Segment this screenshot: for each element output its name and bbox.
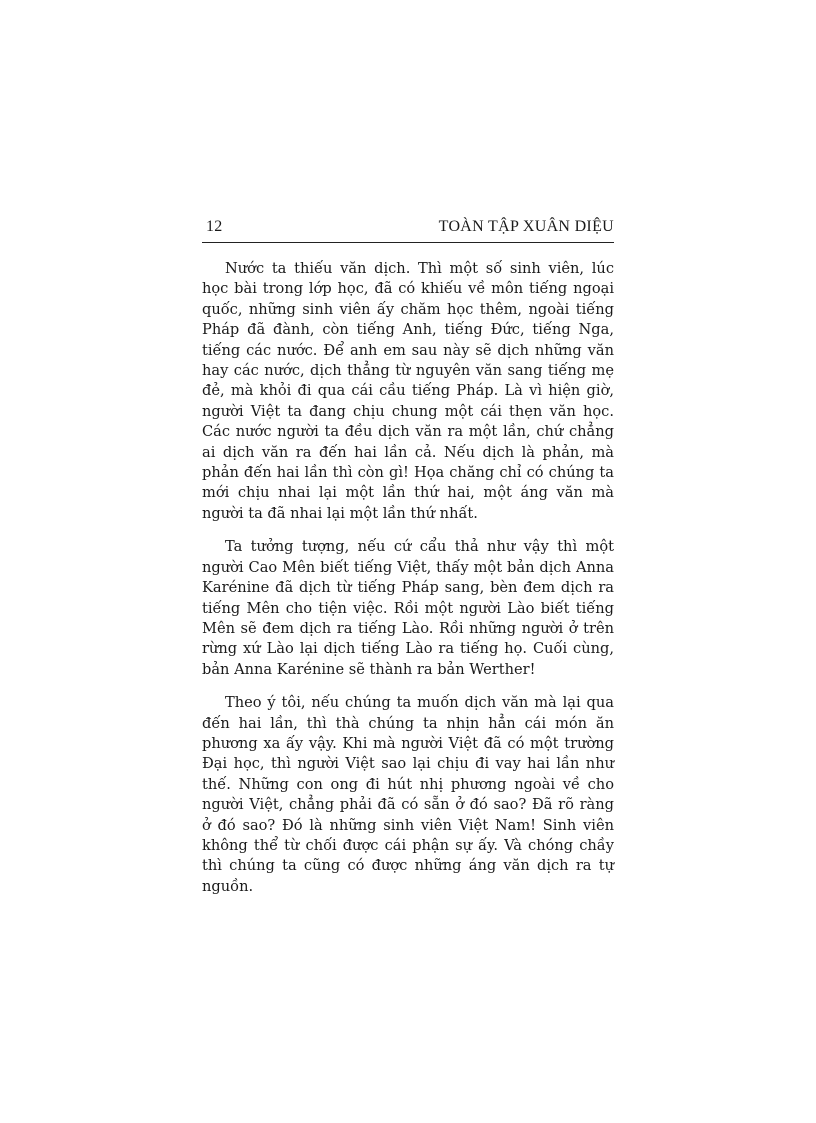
- running-title: TOÀN TẬP XUÂN DIỆU: [438, 218, 614, 235]
- page-number: 12: [206, 218, 223, 235]
- paragraph-2: Ta tưởng tượng, nếu cứ cẩu thả như vậy thì một người Cao Mên biết tiếng Việt, thấy một bản dịch Anna Karénine đã dịch từ tiếng Pháp sang, bèn đem dịch ra tiếng Mên cho tiện việc. Rồi một người Lào biết tiếng Mên sẽ đem dịch ra tiếng Lào. Rồi những người ở trên rừng xứ Lào lại dịch tiếng Lào ra tiếng họ. Cuối cùng, bản Anna Karénine sẽ thành ra bản Werther!: [202, 538, 614, 678]
- page-header: [202, 216, 614, 243]
- paragraph-1: Nước ta thiếu văn dịch. Thì một số sinh viên, lúc học bài trong lớp học, đã có khiếu về môn tiếng ngoại quốc, những sinh viên ấy chăm học thêm, ngoài tiếng Pháp đã đành, còn tiếng Anh, tiếng Đức, tiếng Nga, tiếng các nước. Để anh em sau này sẽ dịch những văn hay các nước, dịch thẳng từ nguyên văn sang tiếng mẹ đẻ, mà khỏi đi qua cái cầu tiếng Pháp. Là vì hiện giờ, người Việt ta đang chịu chung một cái thẹn văn học. Các nước người ta đều dịch văn ra một lần, chứ chẳng ai dịch văn ra đến hai lần cả. Nếu dịch là phản, mà phản đến hai lần thì còn gì! Họa chăng chỉ có chúng ta mới chịu nhai lại một lần thứ hai, một áng văn mà người ta đã nhai lại một lần thứ nhất.: [202, 260, 614, 522]
- body-text: [202, 259, 614, 910]
- paragraph-3: Theo ý tôi, nếu chúng ta muốn dịch văn mà lại qua đến hai lần, thì thà chúng ta nhịn hẳn cái món ăn phương xa ấy vậy. Khi mà người Việt đã có một trường Đại học, thì người Việt sao lại chịu đi vay hai lần như thế. Những con ong đi hút nhị phương ngoài về cho người Việt, chẳng phải đã có sẵn ở đó sao? Đã rõ ràng ở đó sao? Đó là những sinh viên Việt Nam! Sinh viên không thể từ chối được cái phận sự ấy. Và chóng chầy thì chúng ta cũng có được những áng văn dịch ra tự nguồn.: [202, 694, 614, 895]
